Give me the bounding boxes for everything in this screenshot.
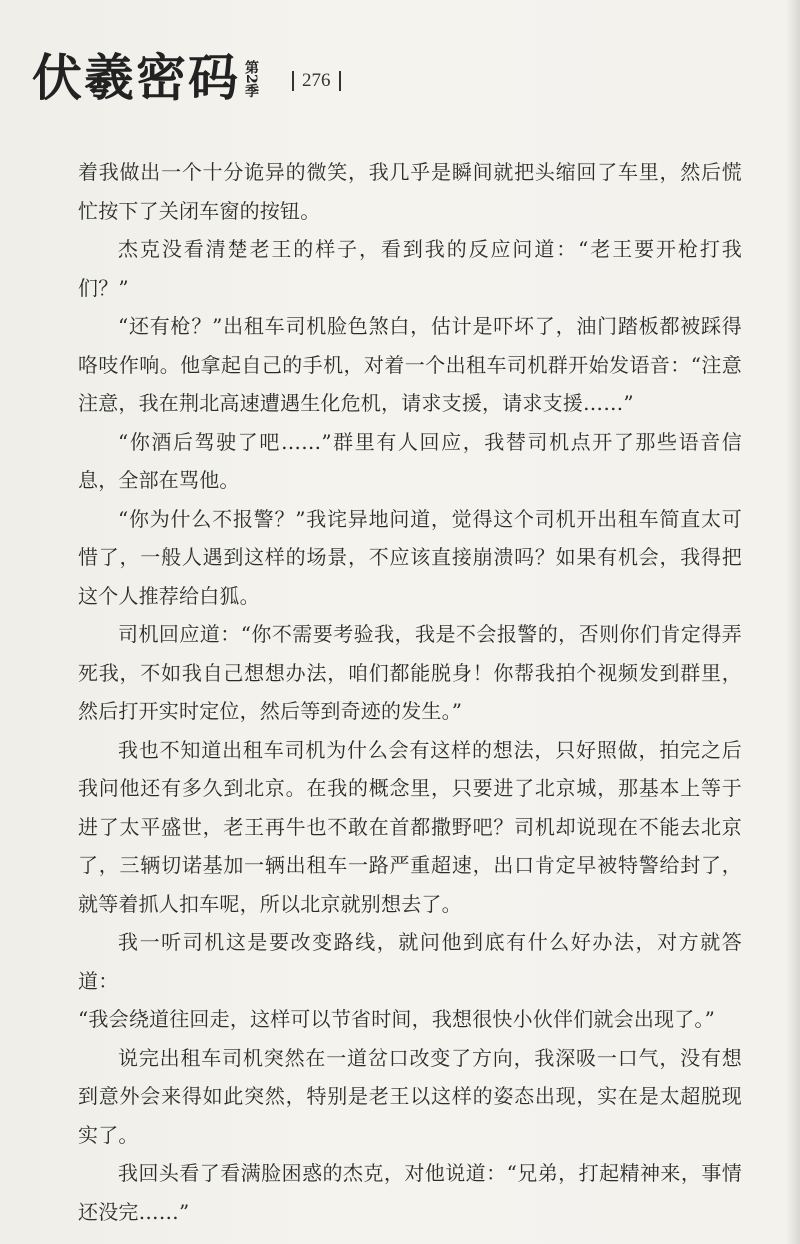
paragraph: 我也不知道出租车司机为什么会有这样的想法，只好照做，拍完之后我问他还有多久到北京。在我的概念里，只要进了北京城，那基本上等于进了太平盛世，老王再牛也不敢在首都撒野吧？司机却说现在不能去北京了，三辆切诺基加一辆出租车一路严重超速，出口肯定早被特警给封了，就等着抓人扣车呢，所以北京就别想去了。 — [78, 737, 742, 916]
paragraph: 杰克没看清楚老王的样子，看到我的反应问道：“老王要开枪打我们？” — [78, 237, 742, 300]
paragraph: 我回头看了看满脸困惑的杰克，对他说道：“兄弟，打起精神来，事情还没完……” — [78, 1161, 742, 1224]
page-edge-shadow — [786, 0, 800, 1244]
paragraph: 司机回应道：“你不需要考验我，我是不会报警的，否则你们肯定得弄死我，不如我自己想想办法，咱们都能脱身！你帮我拍个视频发到群里，然后打开实时定位，然后等到奇迹的发生。” — [78, 622, 742, 723]
body-text — [78, 153, 742, 1231]
season-label: 第2季 — [243, 60, 259, 98]
paragraph: “你为什么不报警？”我诧异地问道，觉得这个司机开出租车简直太可惜了，一般人遇到这样的场景，不应该直接崩溃吗？如果有机会，我得把这个人推荐给白狐。 — [78, 506, 742, 608]
page-number-text: 276 — [302, 70, 331, 91]
paragraph: “还有枪？”出租车司机脸色煞白，估计是吓坏了，油门踏板都被踩得咯吱作响。他拿起自己的手机，对着一个出租车司机群开始发语音：“注意注意，我在荆北高速遭遇生化危机，请求支援，请求支援……” — [78, 314, 742, 415]
page-number — [284, 70, 349, 92]
paragraph: “我会绕道往回走，这样可以节省时间，我想很快小伙伴们就会出现了。” — [78, 1007, 716, 1031]
page-header — [32, 38, 349, 108]
book-title: 伏羲密码 — [32, 48, 240, 107]
paragraph: 着我做出一个十分诡异的微笑，我几乎是瞬间就把头缩回了车里，然后慌忙按下了关闭车窗的按钮。 — [78, 160, 742, 223]
page-number-bar-right — [339, 71, 341, 91]
paragraph: 说完出租车司机突然在一道岔口改变了方向，我深吸一口气，没有想到意外会来得如此突然，特别是老王以这样的姿态出现，实在是太超脱现实了。 — [78, 1045, 742, 1147]
page-number-bar-left — [292, 71, 294, 91]
paragraph: “你酒后驾驶了吧……”群里有人回应，我替司机点开了那些语音信息，全部在骂他。 — [78, 429, 742, 492]
paragraph: 我一听司机这是要改变路线，就问他到底有什么好办法，对方就答道： — [78, 930, 742, 993]
